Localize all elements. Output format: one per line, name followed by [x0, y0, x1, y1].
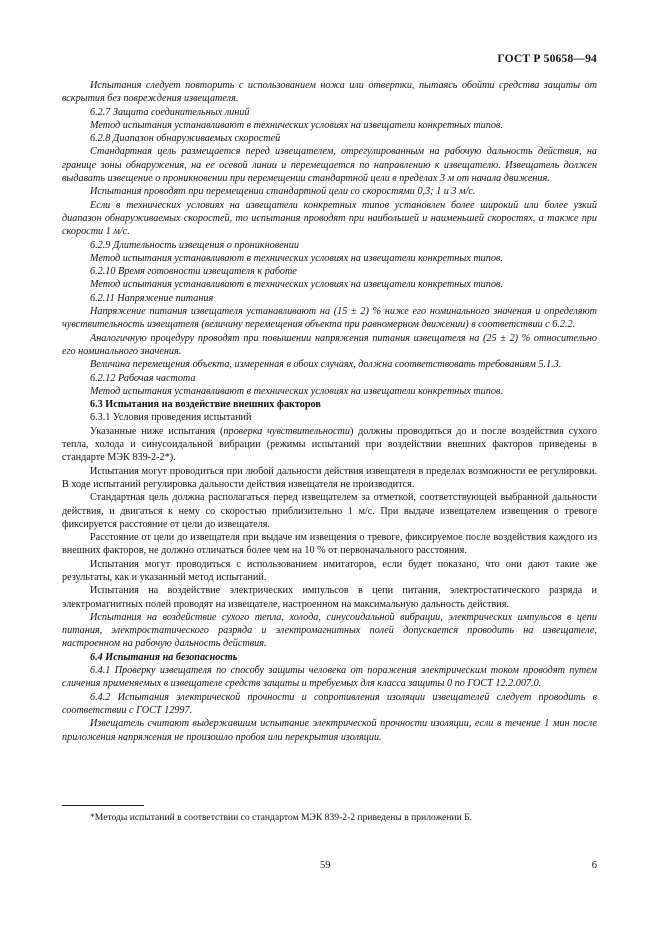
section-heading: 6.2.8 Диапазон обнаруживаемых скоростей — [90, 133, 281, 145]
paragraph: Испытания могут проводиться с использованием имитаторов, если будет показано, что они дают такие же результаты, как и указанный метод испытаний. — [62, 558, 597, 583]
paragraph: Испытания на воздействие сухого тепла, холода, синусоидальной вибрации, электрических импульсов в цепи питания, электростатического разряда и электромагнитных полей допускается проводить на извещателе, настроенном на рабочую дальность действия. — [62, 611, 597, 650]
paragraph: Испытания следует повторить с использованием ножа или отвертки, пытаясь обойти средства защиты от вскрытия без повреждения извещателя. — [62, 80, 597, 105]
paragraph: Напряжение питания извещателя устанавливают на (15 ± 2) % ниже его номинального значения и определяют чувствительность извещателя (величину перемещения объекта при равномерном движении) в соответствии с 6.2.2. — [62, 306, 597, 331]
paragraph: Испытания проводят при перемещении стандартной цели со скоростями 0,3; 1 и 3 м/с. — [90, 186, 476, 198]
paragraph: Извещатель считают выдержавшим испытание электрической прочности изоляции, если в течение 1 мин после приложения напряжения не произошло пробоя или перекрытия изоляции. — [62, 718, 597, 743]
section-heading: 6.2.11 Напряжение питания — [90, 292, 214, 304]
text-run: ) должны проводиться до и после воздействия сухого тепла, холода и синусоидальной вибрации (режимы испытаний при воздействии внешних факторов приведены в стандарте МЭК 839-2-2*). — [62, 425, 597, 464]
paragraph: 6.4.2 Испытания электрической прочности и сопротивления изоляции извещателей следует проводить в соответствии с ГОСТ 12997. — [62, 691, 597, 716]
section-heading: 6.4 Испытания на безопасность — [90, 651, 238, 663]
paragraph: Метод испытания устанавливают в технических условиях на извещатели конкретных типов. — [90, 385, 503, 397]
paragraph: Метод испытания устанавливают в технических условиях на извещатели конкретных типов. — [90, 119, 503, 131]
footnote: *Методы испытаний в соответствии со стандартом МЭК 839-2-2 приведены в приложении Б. — [90, 812, 473, 823]
paragraph: Если в технических условиях на извещатели конкретных типов установлен более широкий или более узкий диапазон обнаруживаемых скоростей, то испытания проводят при наибольшей и наименьшей скоростях, а также при скорости 1 м/с. — [62, 199, 597, 238]
paragraph — [62, 425, 597, 465]
section-heading: 6.2.9 Длительность извещения о проникновении — [90, 239, 299, 251]
section-heading: 6.2.7 Защита соединительных линий — [90, 106, 250, 118]
paragraph: Метод испытания устанавливают в технических условиях на извещатели конкретных типов. — [90, 252, 503, 264]
section-heading: 6.2.12 Рабочая частота — [90, 372, 196, 384]
footnote-divider — [62, 805, 144, 806]
section-heading: 6.3 Испытания на воздействие внешних факторов — [90, 399, 321, 411]
document-body — [62, 79, 597, 744]
paragraph: Аналогичную процедуру проводят при повышении напряжения питания извещателя на (25 ± 2) % относительно его номинального значения. — [62, 332, 597, 357]
section-heading: 6.2.10 Время готовности извещателя к работе — [90, 266, 297, 278]
subsection-heading: 6.3.1 Условия проведения испытаний — [90, 412, 252, 424]
paragraph: Испытания на воздействие электрических импульсов в цепи питания, электростатического разряда и электромагнитных полей проводят на извещателе, настроенном на максимальную дальность действия. — [62, 585, 597, 610]
page-number: 59 — [320, 860, 331, 871]
text-run: Указанные ниже испытания ( — [90, 425, 224, 437]
paragraph: Стандартная цель размещается перед извещателем, отрегулированным на рабочую дальность действия, на границе зоны обнаружения, на ее осевой линии и перемещается по направлению к извещателю. Извещатель должен выдавать извещение о проникновении при перемещении стандартной цели в пределах 3 м от начала движения. — [62, 146, 597, 185]
paragraph: Метод испытания устанавливают в технических условиях на извещатели конкретных типов. — [90, 279, 503, 291]
paragraph: Величина перемещения объекта, измеренная в обоих случаях, должна соответствовать требованиям 5.1.3. — [90, 359, 562, 371]
paragraph: Стандартная цель должна располагаться перед извещателем за отметкой, соответствующей выбранной дальности действия, и двигаться к нему со скоростью приблизительно 1 м/с. При выдаче извещателем извещения о тревоге фиксируется расстояние от цели до извещателя. — [62, 492, 597, 530]
sheet-number: 6 — [591, 860, 597, 871]
paragraph: Расстояние от цели до извещателя при выдаче им извещения о тревоге, фиксируемое после воздействия каждого из внешних факторов, не должно отличаться более чем на 10 % от первоначального расстояния. — [62, 532, 597, 557]
paragraph: 6.4.1 Проверку извещателя по способу защиты человека от поражения электрическим током проводят путем сличения применяемых в извещателе средств защиты и требуемых для класса защиты 0 по ГОСТ 12.2.007.0. — [62, 665, 597, 690]
emphasis-text: проверка чувствительности — [223, 425, 350, 437]
page-header-title: ГОСТ Р 50658—94 — [497, 53, 597, 65]
paragraph: Испытания могут проводиться при любой дальности действия извещателя в пределах возможности ее регулировки. В ходе испытаний регулировка дальности действия извещателя не производится. — [62, 465, 597, 490]
